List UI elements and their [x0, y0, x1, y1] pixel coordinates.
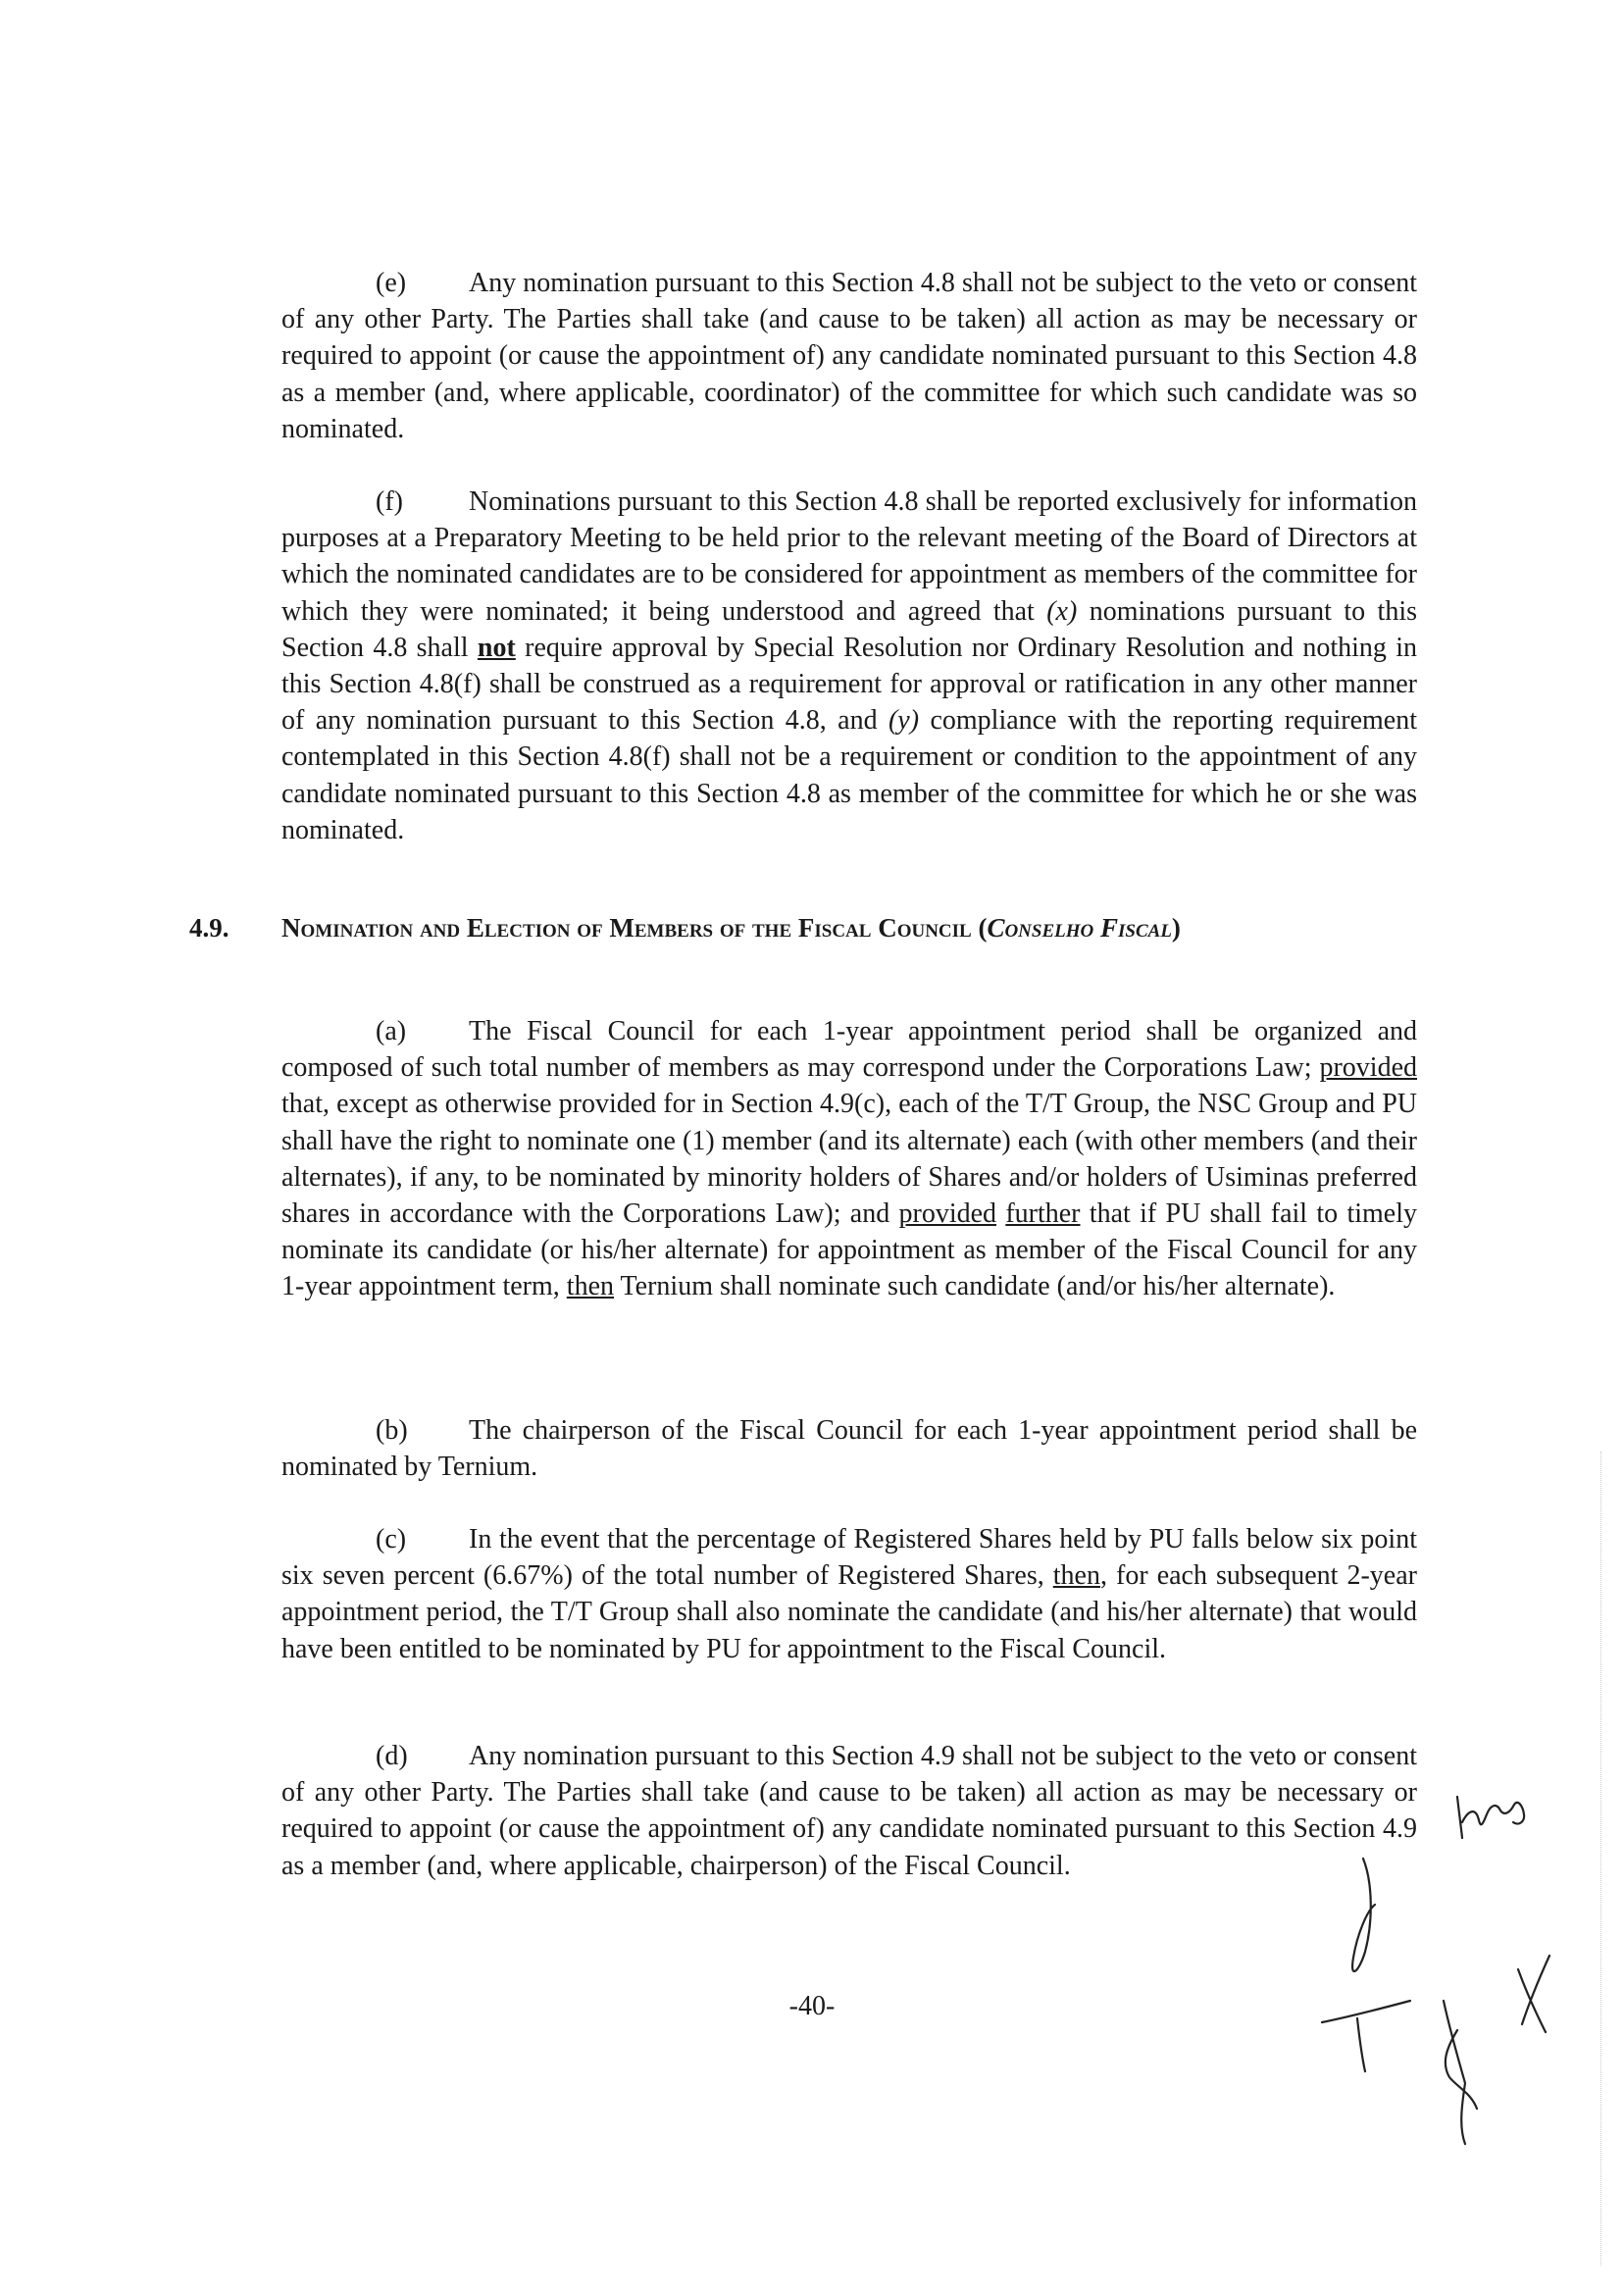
defined-term-then: then — [566, 1271, 615, 1302]
paragraph-label: (f) — [376, 486, 403, 517]
paragraph-label: (c) — [376, 1524, 407, 1555]
paragraph-text: Ternium shall nominate such candidate (and/or his/her alternate). — [614, 1271, 1336, 1302]
paragraph-text: In the event that the percentage of Registered Shares held by PU falls below six point six seven percent (6.67%) of the total number of Registered Shares, — [281, 1524, 1417, 1592]
defined-term-provided: provided — [1319, 1052, 1417, 1084]
paragraph-label: (b) — [376, 1415, 408, 1446]
paragraph-text: The Fiscal Council for each 1-year appointment period shall be organized and composed of such total number of members as may correspond under the Corporations Law; — [281, 1016, 1417, 1084]
paragraph-label: (e) — [376, 268, 407, 298]
scan-margin-line — [1600, 1452, 1601, 2266]
paragraph-4-8-e — [281, 265, 1417, 447]
paragraph-text: that if PU shall fail to timely nominate its candidate (or his/her alternate) for appointment as member of the Fiscal Council for any 1-year appointment term, — [281, 1198, 1417, 1302]
paragraph-4-9-c — [281, 1521, 1417, 1667]
page-number: -40- — [788, 1991, 836, 2021]
paragraph-text: Nominations pursuant to this Section 4.8 shall be reported exclusively for information purposes at a Preparatory Meeting to be held prior to the relevant meeting of the Board of Directors at which the nominated candidates are to be considered for appointment as members of the committee for which they were nominated; it being understood and agreed that — [281, 486, 1417, 627]
paragraph-4-9-d — [281, 1738, 1417, 1884]
defined-term-then: then — [1052, 1560, 1100, 1592]
defined-term-further: further — [1005, 1198, 1081, 1230]
paragraph-4-9-a — [281, 1013, 1417, 1305]
paragraph-text: The chairperson of the Fiscal Council for each 1-year appointment period shall be nominated by Ternium. — [281, 1415, 1417, 1483]
section-title-italic: Conselho Fiscal — [987, 913, 1172, 943]
enumerator-y: (y) — [888, 705, 920, 737]
paragraph-label: (a) — [376, 1016, 407, 1046]
section-title-end: ) — [1171, 913, 1181, 943]
paragraph-4-9-b — [281, 1412, 1417, 1485]
enumerator-x: (x) — [1046, 595, 1078, 627]
paragraph-text: compliance with the reporting requirement contemplated in this Section 4.8(f) shall not be a requirement or condition to the appointment of any candidate nominated pursuant to this Section 4.8 as member of the committee for which he or she was nominated. — [281, 705, 1417, 845]
paragraph-text: , for each subsequent 2-year appointment period, the T/T Group shall also nominate the candidate (and his/her alternate) that would have been entitled to be nominated by PU for appointment to the Fiscal Council. — [281, 1560, 1417, 1664]
section-title — [281, 910, 1409, 946]
section-title-text: Nomination and Election of Members of the Fiscal Council ( — [281, 913, 988, 943]
paragraph-text: nominations pursuant to this Section 4.8 shall — [281, 595, 1417, 663]
emphasis-not: not — [477, 632, 516, 663]
paragraph-text: Any nomination pursuant to this Section 4.8 shall not be subject to the veto or consent of any other Party. The Parties shall take (and cause to be taken) all action as may be necessary or required to appoint (or cause the appointment of) any candidate nominated pursuant to this Section 4.8 as a member (and, where applicable, coordinator) of the committee for which such candidate was so nominated. — [281, 268, 1417, 444]
section-number: 4.9. — [189, 913, 229, 943]
paragraph-text: Any nomination pursuant to this Section 4.9 shall not be subject to the veto or consent of any other Party. The Parties shall take (and cause to be taken) all action as may be necessary or required to appoint (or cause the appointment of) any candidate nominated pursuant to this Section 4.9 as a member (and, where applicable, chairperson) of the Fiscal Council. — [281, 1741, 1417, 1881]
paragraph-label: (d) — [376, 1741, 408, 1771]
paragraph-text: require approval by Special Resolution nor Ordinary Resolution and nothing in this Section 4.8(f) shall be construed as a requirement for approval or ratification in any other manner of any nomination pursuant to this Section 4.8, and — [281, 632, 1418, 737]
paragraph-text: that, except as otherwise provided for in Section 4.9(c), each of the T/T Group, the NSC Group and PU shall have the right to nominate one (1) member (and its alternate) each (with other members (and their alternates), if any, to be nominated by minority holders of Shares and/or holders of Usiminas preferred shares in accordance with the Corporations Law); and — [281, 1089, 1417, 1230]
defined-term-provided: provided — [898, 1198, 997, 1230]
paragraph-4-8-f — [281, 484, 1417, 848]
